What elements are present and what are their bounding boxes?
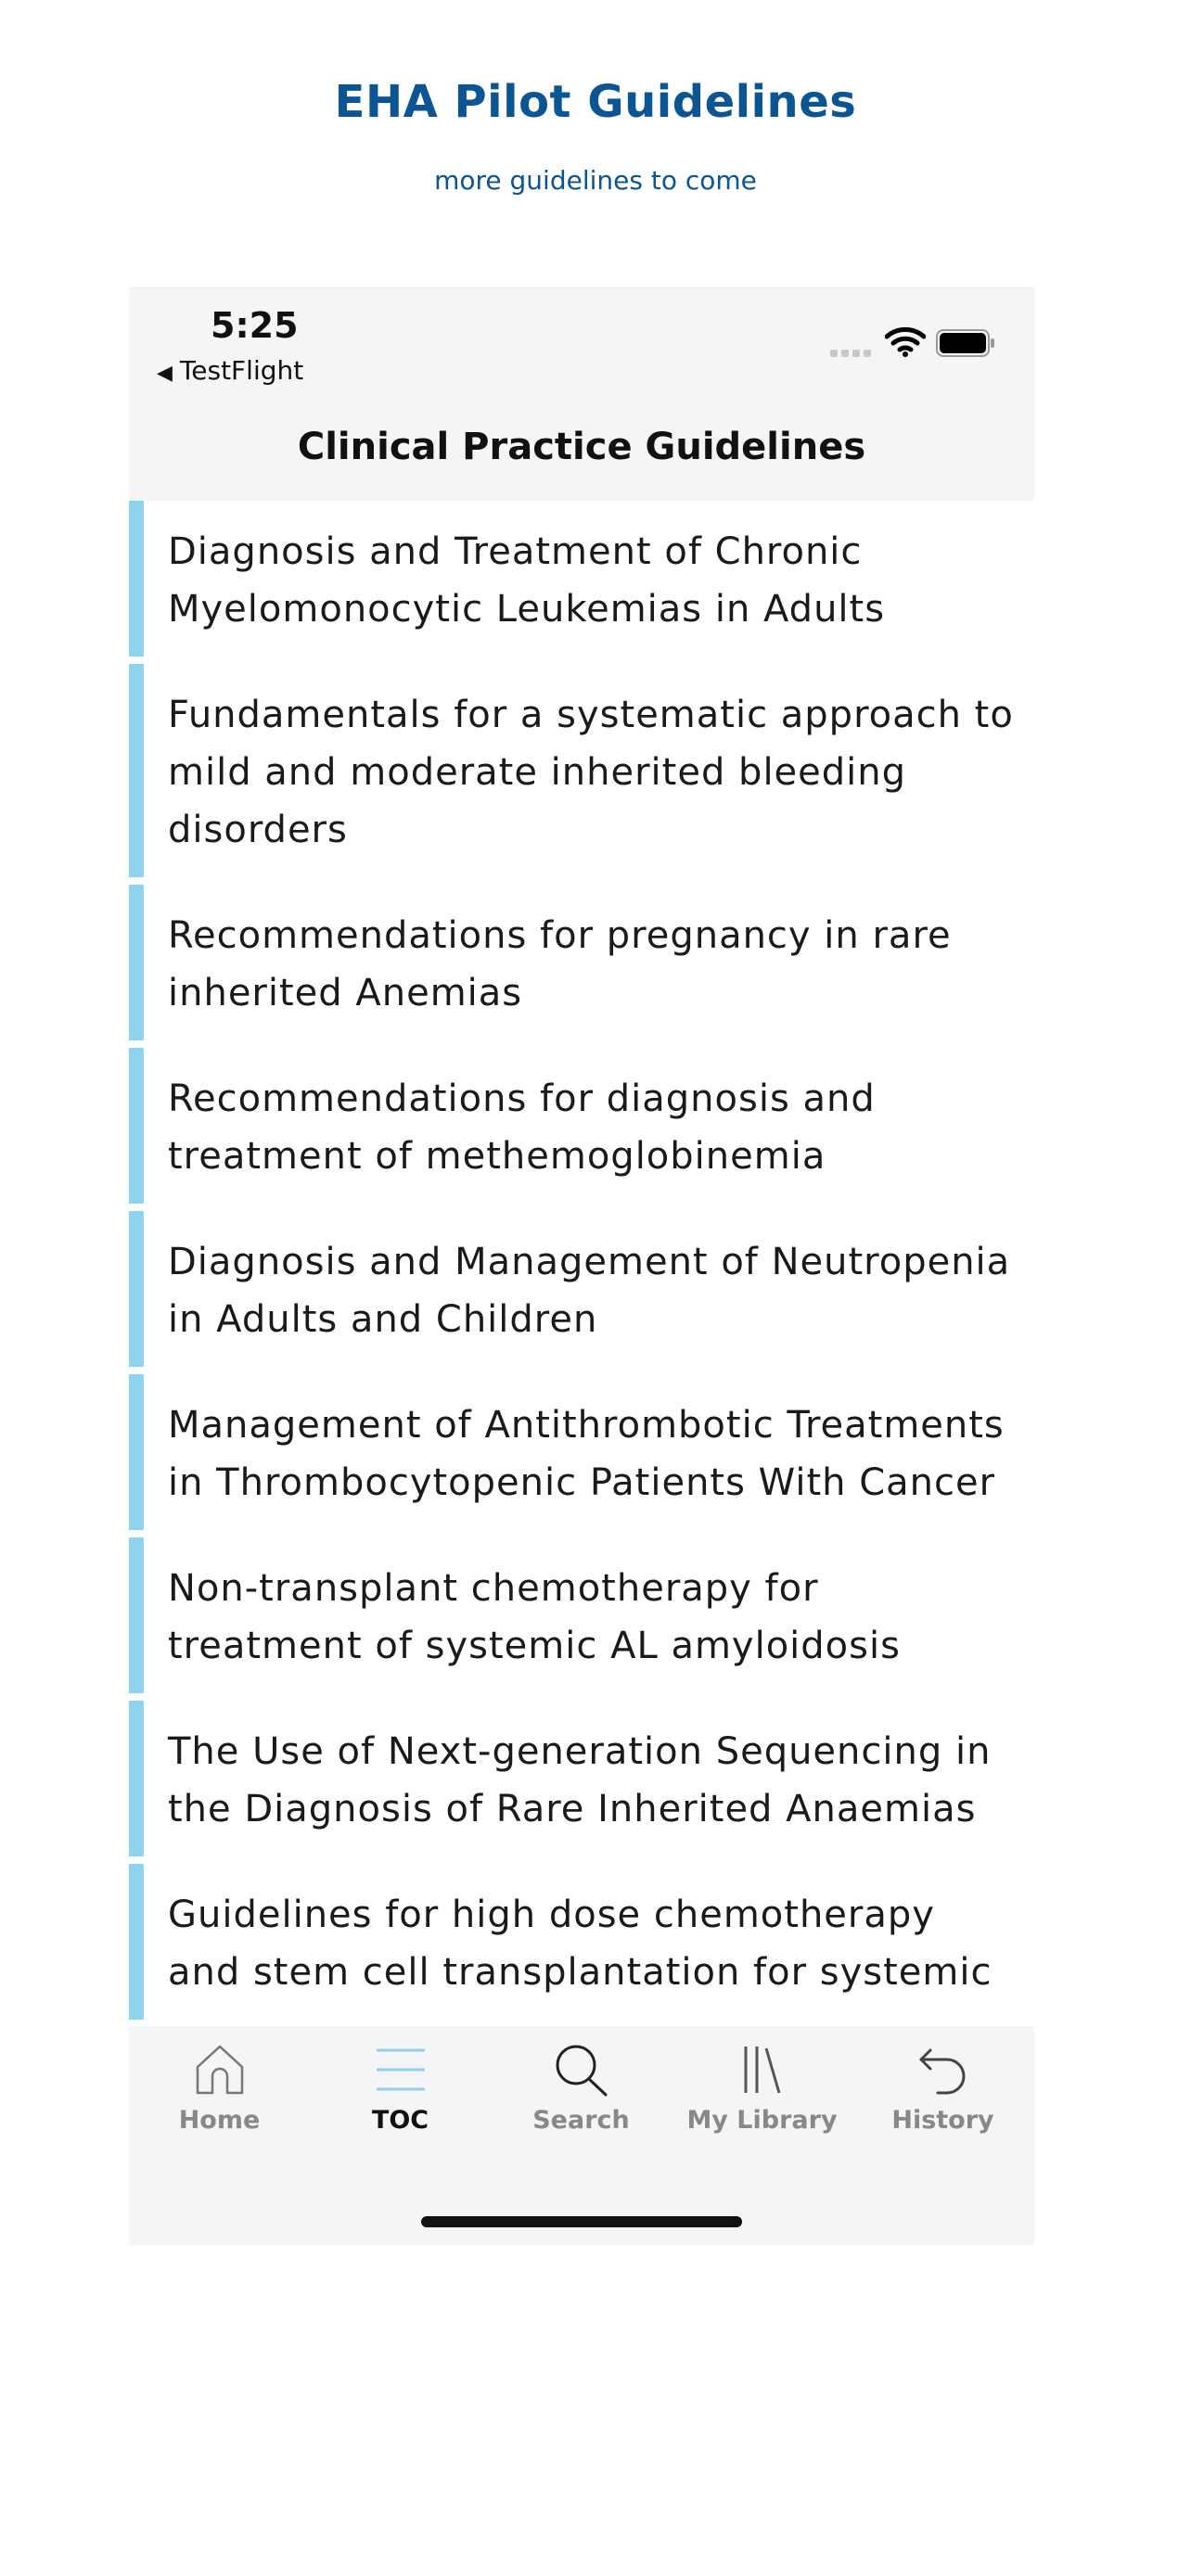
app-title: EHA Pilot Guidelines (334, 76, 857, 128)
guideline-title: Non-transplant chemotherapy for treatment of systemic AL amyloidosis (168, 1567, 901, 1667)
tab-my-library[interactable] (672, 2043, 852, 2135)
tab-search-label: Search (532, 2106, 630, 2135)
nav-title: Clinical Practice Guidelines (297, 426, 866, 468)
guideline-title: Diagnosis and Management of Neutropenia in Adults and Children (168, 1241, 1011, 1341)
back-to-testflight-link[interactable] (157, 355, 303, 386)
list-icon (373, 2043, 429, 2097)
guideline-item[interactable] (129, 1864, 1034, 2020)
back-arrow-icon: ◀ (157, 362, 173, 385)
guideline-item[interactable] (129, 1048, 1034, 1204)
tab-my-library-label: My Library (686, 2106, 838, 2135)
undo-icon (916, 2043, 971, 2097)
app-subtitle: more guidelines to come (434, 165, 757, 196)
guideline-title: Recommendations for diagnosis and treatment of methemoglobinemia (168, 1078, 876, 1178)
guideline-item[interactable] (129, 1701, 1034, 1856)
guideline-item[interactable] (129, 664, 1034, 877)
tab-history-label: History (891, 2106, 994, 2135)
guideline-item[interactable] (129, 1537, 1034, 1693)
guideline-title: Diagnosis and Treatment of Chronic Myelomonocytic Leukemias in Adults (168, 530, 886, 631)
tab-toc-label: TOC (371, 2106, 429, 2135)
guideline-title: Management of Antithrombotic Treatments in Thrombocytopenic Patients With Cancer (168, 1404, 1005, 1504)
wifi-icon (885, 325, 926, 357)
back-link-label: TestFlight (179, 355, 304, 386)
tab-home-label: Home (178, 2106, 261, 2135)
guideline-item[interactable] (129, 501, 1034, 657)
tab-bar (129, 2026, 1034, 2245)
status-time: 5:25 (211, 305, 299, 346)
guideline-title: Guidelines for high dose chemotherapy and stem cell transplantation for systemic (168, 1894, 992, 1994)
guideline-item[interactable] (129, 1374, 1034, 1530)
tab-search[interactable] (491, 2043, 672, 2135)
home-indicator (421, 2216, 742, 2227)
tab-home[interactable] (129, 2043, 310, 2135)
status-bar (129, 287, 1034, 398)
guideline-item[interactable] (129, 885, 1034, 1040)
guideline-title: The Use of Next-generation Sequencing in the Diagnosis of Rare Inherited Anaemias (168, 1730, 992, 1830)
guideline-item[interactable] (129, 1211, 1034, 1367)
search-icon (554, 2043, 609, 2097)
home-icon (192, 2043, 248, 2097)
cellular-signal-icon (830, 350, 871, 357)
guideline-list (129, 501, 1034, 2026)
battery-icon (936, 329, 995, 357)
guideline-title: Recommendations for pregnancy in rare inherited Anemias (168, 914, 952, 1014)
tab-toc[interactable] (310, 2043, 491, 2135)
guideline-title: Fundamentals for a systematic approach to mild and moderate inherited bleeding disorders (168, 694, 1014, 851)
phone-screen (129, 287, 1034, 2245)
library-icon (735, 2043, 790, 2097)
tab-history[interactable] (852, 2043, 1033, 2135)
